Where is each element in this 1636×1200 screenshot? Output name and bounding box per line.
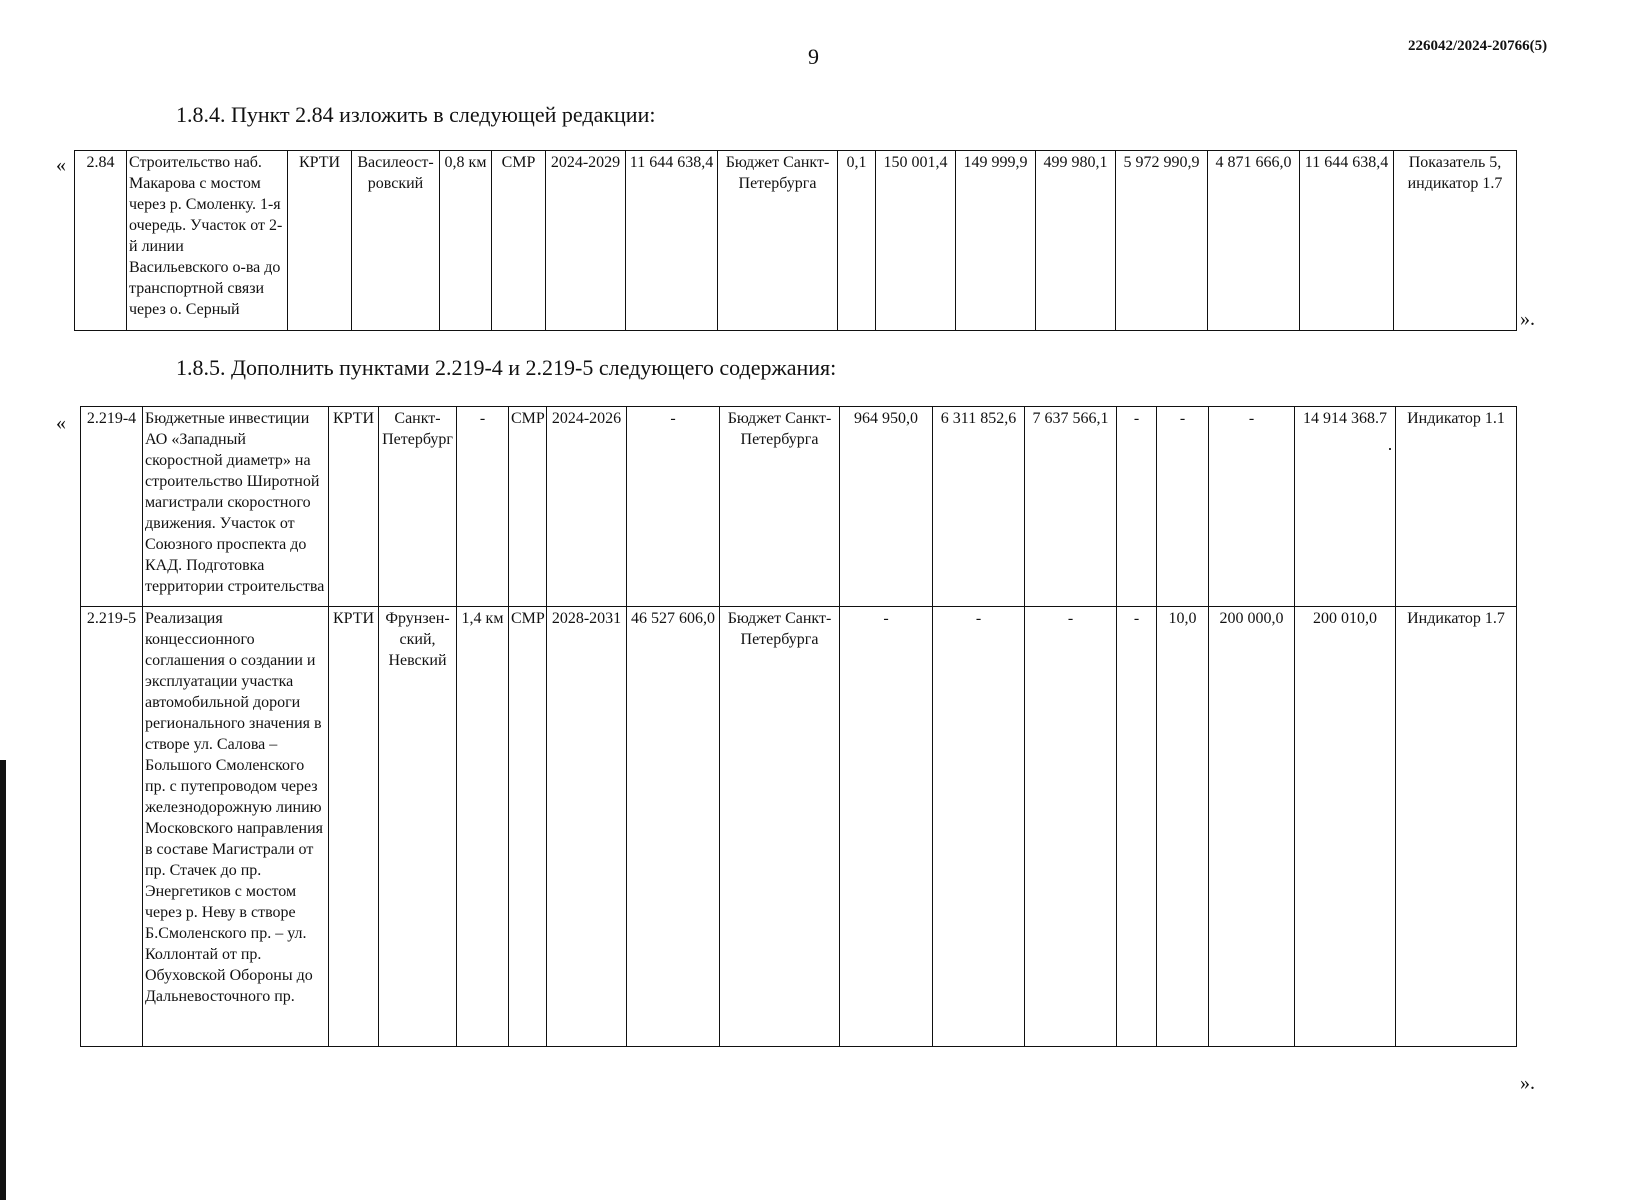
total-cost: - [627,407,720,607]
funding-source: Бюджет Санкт-Петербурга [720,407,840,607]
value-1: 0,1 [838,151,876,331]
item-number: 2.219-4 [81,407,143,607]
value-4: 499 980,1 [1036,151,1116,331]
open-quote: « [56,154,66,176]
length: 1,4 км [457,607,509,1047]
table-row [75,151,1517,331]
work-type: СМР [492,151,546,331]
row-total: 11 644 638,4 [1300,151,1394,331]
value-4: - [1117,607,1157,1047]
district: Санкт-Петербург [379,407,457,607]
scan-edge-shadow [0,760,6,1200]
close-quote: ». [1520,308,1535,330]
item-name: Реализация концессионного соглашения о создании и эксплуатации участка автомобильной дороги регионального значения в створе ул. Салова – Большого Смоленского пр. с путепроводом через железнодорожную линию Московского направления в составе Магистрали от пр. Стачек до пр. Энергетиков с мостом через р. Неву в створе Б.Смоленского пр. – ул. Коллонтай от пр. Обуховской Обороны до Дальневосточного пр. [143,607,329,1047]
amendment-table-1 [74,150,1517,331]
total-cost: 46 527 606,0 [627,607,720,1047]
funding-source: Бюджет Санкт-Петербурга [720,607,840,1047]
value-2: 150 001,4 [876,151,956,331]
value-6: - [1209,407,1295,607]
value-4: - [1117,407,1157,607]
value-3: - [1025,607,1117,1047]
value-6: 4 871 666,0 [1208,151,1300,331]
row-total: 14 914 368.7 [1295,407,1396,607]
item-name: Строительство наб. Макарова с мостом через р. Смоленку. 1-я очередь. Участок от 2-й линии Васильевского о-ва до транспортной связи через о. Серный [127,151,288,331]
value-3: 7 637 566,1 [1025,407,1117,607]
length: - [457,407,509,607]
item-number: 2.84 [75,151,127,331]
value-5: 10,0 [1157,607,1209,1047]
table-row [81,407,1517,607]
value-1: 964 950,0 [840,407,933,607]
page-number: 9 [808,44,819,69]
section-heading-1-8-4: 1.8.4. Пункт 2.84 изложить в следующей редакции: [176,102,656,127]
period: 2028-2031 [547,607,627,1047]
district: Василеост-ровский [352,151,440,331]
scan-speck [1389,448,1391,450]
value-5: 5 972 990,9 [1116,151,1208,331]
value-5: - [1157,407,1209,607]
table-row [81,607,1517,1047]
agency: КРТИ [288,151,352,331]
row-total: 200 010,0 [1295,607,1396,1047]
item-number: 2.219-5 [81,607,143,1047]
value-2: 6 311 852,6 [933,407,1025,607]
period: 2024-2029 [546,151,626,331]
indicator: Индикатор 1.7 [1396,607,1517,1047]
value-6: 200 000,0 [1209,607,1295,1047]
section-heading-1-8-5: 1.8.5. Дополнить пунктами 2.219-4 и 2.219-5 следующего содержания: [176,355,837,380]
total-cost: 11 644 638,4 [626,151,718,331]
amendment-table-2 [80,406,1517,1047]
work-type: СМР [509,607,547,1047]
close-quote: ». [1520,1072,1535,1094]
value-3: 149 999,9 [956,151,1036,331]
length: 0,8 км [440,151,492,331]
agency: КРТИ [329,607,379,1047]
work-type: СМР [509,407,547,607]
indicator: Индикатор 1.1 [1396,407,1517,607]
value-2: - [933,607,1025,1047]
open-quote: « [56,412,66,434]
funding-source: Бюджет Санкт-Петербурга [718,151,838,331]
district: Фрунзен-ский, Невский [379,607,457,1047]
document-id: 226042/2024-20766(5) [1408,38,1548,54]
agency: КРТИ [329,407,379,607]
value-1: - [840,607,933,1047]
item-name: Бюджетные инвестиции АО «Западный скоростной диаметр» на строительство Широтной магистрали скоростного движения. Участок от Союзного проспекта до КАД. Подготовка территории строительства [143,407,329,607]
period: 2024-2026 [547,407,627,607]
indicator: Показатель 5, индикатор 1.7 [1394,151,1517,331]
